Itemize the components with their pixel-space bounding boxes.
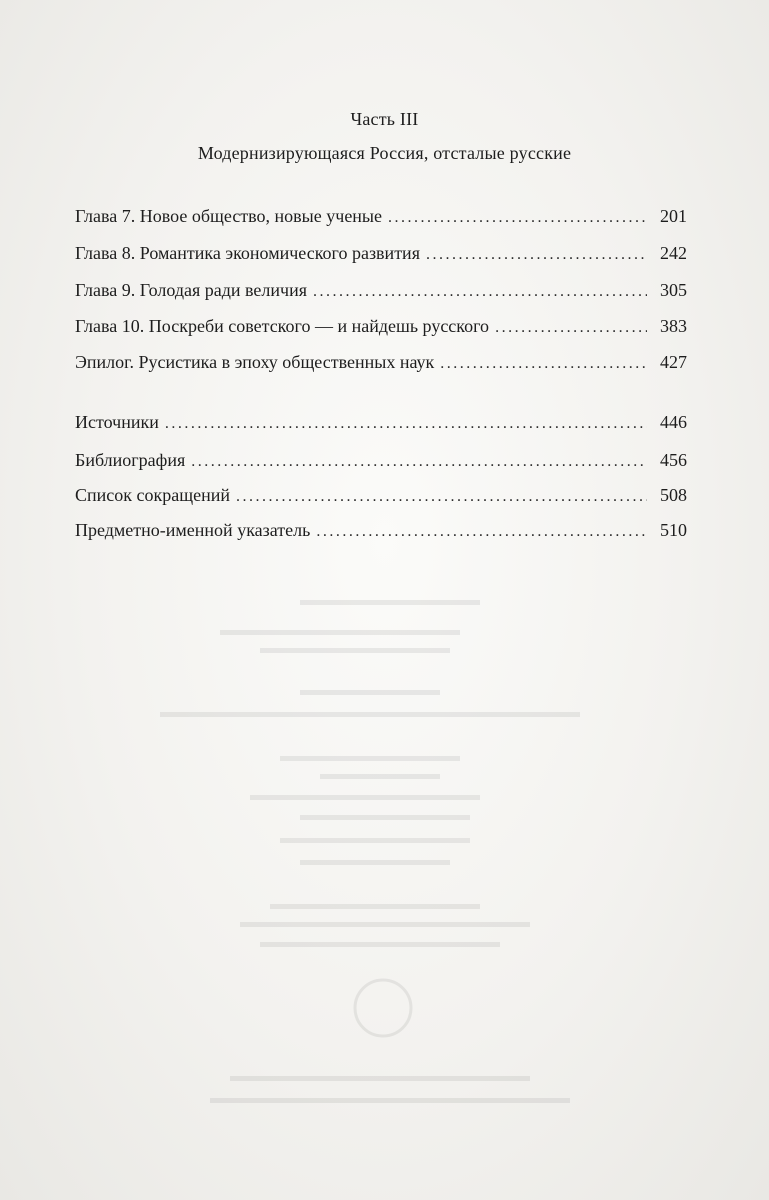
toc-entry-title: Глава 7. Новое общество, новые ученые	[75, 206, 383, 226]
toc-entry-page: 427	[660, 352, 687, 372]
dot-leader	[495, 319, 647, 337]
toc-entry-page: 508	[660, 485, 687, 505]
toc-entry-sources[interactable]	[75, 412, 687, 438]
toc-entry-title: Глава 10. Поскреби советского — и найдешь русского	[75, 316, 490, 336]
toc-entry-chapter-8[interactable]	[75, 243, 687, 269]
toc-entry-title: Предметно-именной указатель	[75, 520, 311, 540]
dot-leader	[313, 283, 647, 301]
dot-leader	[236, 488, 647, 506]
dot-leader	[165, 415, 647, 433]
toc-entry-chapter-9[interactable]	[75, 280, 687, 306]
dot-leader	[440, 355, 647, 373]
toc-entry-page: 456	[660, 450, 687, 470]
dot-leader	[426, 246, 647, 264]
toc-entry-title: Библиография	[75, 450, 186, 470]
toc-entry-page: 242	[660, 243, 687, 263]
toc-entry-page: 305	[660, 280, 687, 300]
dot-leader	[191, 453, 647, 471]
toc-entry-page: 383	[660, 316, 687, 336]
toc-entry-abbreviations[interactable]	[75, 485, 687, 511]
toc-entry-title: Источники	[75, 412, 159, 432]
toc-entry-title: Эпилог. Русистика в эпоху общественных наук	[75, 352, 435, 372]
part-label: Часть III	[350, 109, 419, 129]
dot-leader	[316, 523, 647, 541]
toc-entry-page: 510	[660, 520, 687, 540]
toc-entry-title: Список сокращений	[75, 485, 230, 505]
toc-entry-bibliography[interactable]	[75, 450, 687, 476]
part-title: Модернизирующаяся Россия, отсталые русские	[197, 143, 572, 163]
toc-entry-page: 446	[660, 412, 687, 432]
toc-entry-index[interactable]	[75, 520, 687, 546]
dot-leader	[388, 209, 647, 227]
toc-entry-page: 201	[660, 206, 687, 226]
toc-entry-chapter-7[interactable]	[75, 206, 687, 232]
toc-entry-title: Глава 9. Голодая ради величия	[75, 280, 307, 300]
toc-entry-chapter-10[interactable]	[75, 316, 687, 342]
toc-entry-title: Глава 8. Романтика экономического развития	[75, 243, 420, 263]
toc-entry-epilogue[interactable]	[75, 352, 687, 378]
